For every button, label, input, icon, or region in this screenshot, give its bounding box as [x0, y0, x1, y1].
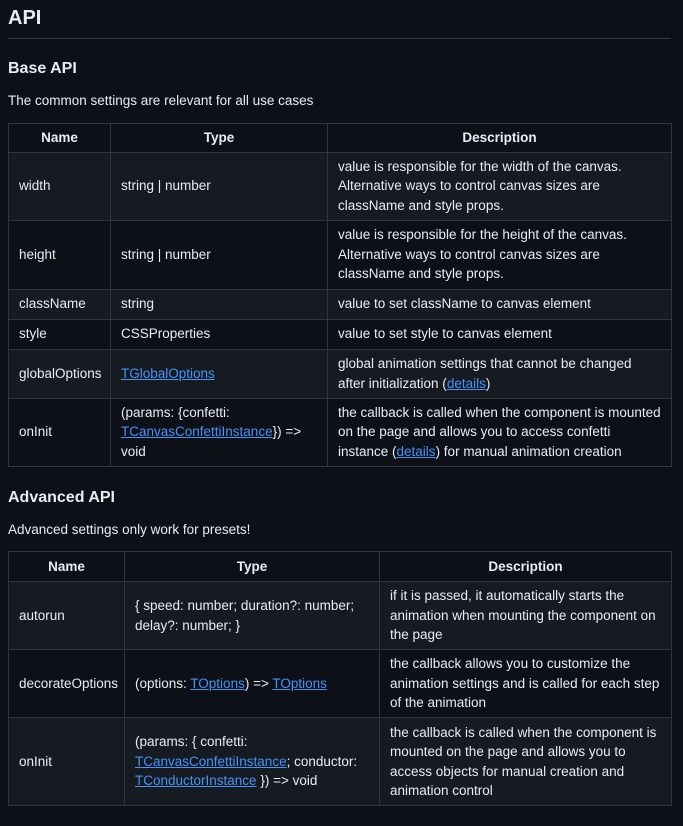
- table-row: [9, 349, 672, 398]
- prop-name-cell: onInit: [9, 398, 111, 466]
- prop-description-cell: value is responsible for the height of the canvas. Alternative ways to control canvas sizes are className and style props.: [328, 220, 672, 289]
- table-row: [9, 220, 672, 289]
- prop-description-cell: value is responsible for the width of the canvas. Alternative ways to control canvas sizes are className and style props.: [328, 152, 672, 220]
- advanced-api-intro: Advanced settings only work for presets!: [8, 521, 251, 537]
- prop-description-cell: if it is passed, it automatically starts the animation when mounting the component on the page: [380, 582, 672, 650]
- table-row: [9, 582, 672, 650]
- prop-type-cell: CSSProperties: [111, 319, 328, 349]
- column-header-name: Name: [9, 552, 125, 582]
- toptions-link[interactable]: TOptions: [272, 675, 327, 691]
- description-text: ) for manual animation creation: [435, 443, 622, 459]
- page-title: API: [8, 0, 671, 39]
- prop-name-cell: width: [9, 152, 111, 220]
- prop-type-cell: string | number: [111, 152, 328, 220]
- prop-type-cell: { speed: number; duration?: number; delay?: number; }: [125, 582, 380, 650]
- prop-type-cell: [111, 398, 328, 466]
- tglobaloptions-link[interactable]: TGlobalOptions: [121, 365, 215, 381]
- prop-description-cell: [328, 349, 672, 398]
- prop-description-cell: value to set className to canvas element: [328, 289, 672, 319]
- type-text: (params: { confetti:: [135, 734, 248, 750]
- advanced-api-heading: Advanced API: [8, 488, 115, 506]
- prop-description-cell: the callback is called when the component is mounted on the page and allows you to access objects for manual creation and animation control: [380, 718, 672, 806]
- column-header-name: Name: [9, 123, 111, 152]
- base-api-heading: Base API: [8, 60, 77, 77]
- prop-name-cell: style: [9, 319, 111, 349]
- advanced-api-table: [8, 551, 672, 806]
- type-text: }) => void: [121, 424, 302, 459]
- column-header-description: Description: [380, 552, 672, 582]
- details-link[interactable]: details: [396, 443, 436, 459]
- prop-name-cell: className: [9, 289, 111, 319]
- description-text: the callback is called when the component is mounted on the page and allows you to access confetti instance (: [338, 404, 661, 459]
- type-text: (options:: [135, 675, 191, 691]
- prop-name-cell: onInit: [9, 718, 125, 806]
- tcanvasconfettiinstance-link[interactable]: TCanvasConfettiInstance: [135, 753, 287, 769]
- toptions-link[interactable]: TOptions: [190, 675, 245, 691]
- table-row: [9, 152, 672, 220]
- table-row: [9, 650, 672, 718]
- table-row: [9, 319, 672, 349]
- prop-description-cell: the callback allows you to customize the animation settings and is called for each step of the animation: [380, 650, 672, 718]
- column-header-description: Description: [328, 123, 672, 152]
- prop-type-cell: string: [111, 289, 328, 319]
- prop-type-cell: [125, 718, 380, 806]
- prop-name-cell: autorun: [9, 582, 125, 650]
- details-link[interactable]: details: [446, 375, 486, 391]
- type-text: }) => void: [256, 773, 318, 789]
- prop-type-cell: [125, 650, 380, 718]
- base-api-intro: The common settings are relevant for all use cases: [8, 93, 314, 108]
- type-text: (params: {confetti:: [121, 404, 230, 420]
- column-header-type: Type: [125, 552, 380, 582]
- description-text: global animation settings that cannot be changed after initialization (: [338, 356, 632, 391]
- base-api-table: [8, 123, 672, 467]
- prop-name-cell: decorateOptions: [9, 650, 125, 718]
- tcanvasconfettiinstance-link[interactable]: TCanvasConfettiInstance: [121, 424, 273, 440]
- prop-type-cell: [111, 349, 328, 398]
- prop-type-cell: string | number: [111, 220, 328, 289]
- prop-description-cell: [328, 398, 672, 466]
- prop-name-cell: globalOptions: [9, 349, 111, 398]
- table-row: [9, 398, 672, 466]
- type-text: ) =>: [244, 675, 273, 691]
- prop-description-cell: value to set style to canvas element: [328, 319, 672, 349]
- description-text: ): [485, 375, 491, 391]
- type-text: ; conductor:: [286, 753, 358, 769]
- table-header-row: [9, 552, 672, 582]
- table-row: [9, 289, 672, 319]
- column-header-type: Type: [111, 123, 328, 152]
- table-header-row: [9, 123, 672, 152]
- table-row: [9, 718, 672, 806]
- tconductorinstance-link[interactable]: TConductorInstance: [135, 773, 257, 789]
- prop-name-cell: height: [9, 220, 111, 289]
